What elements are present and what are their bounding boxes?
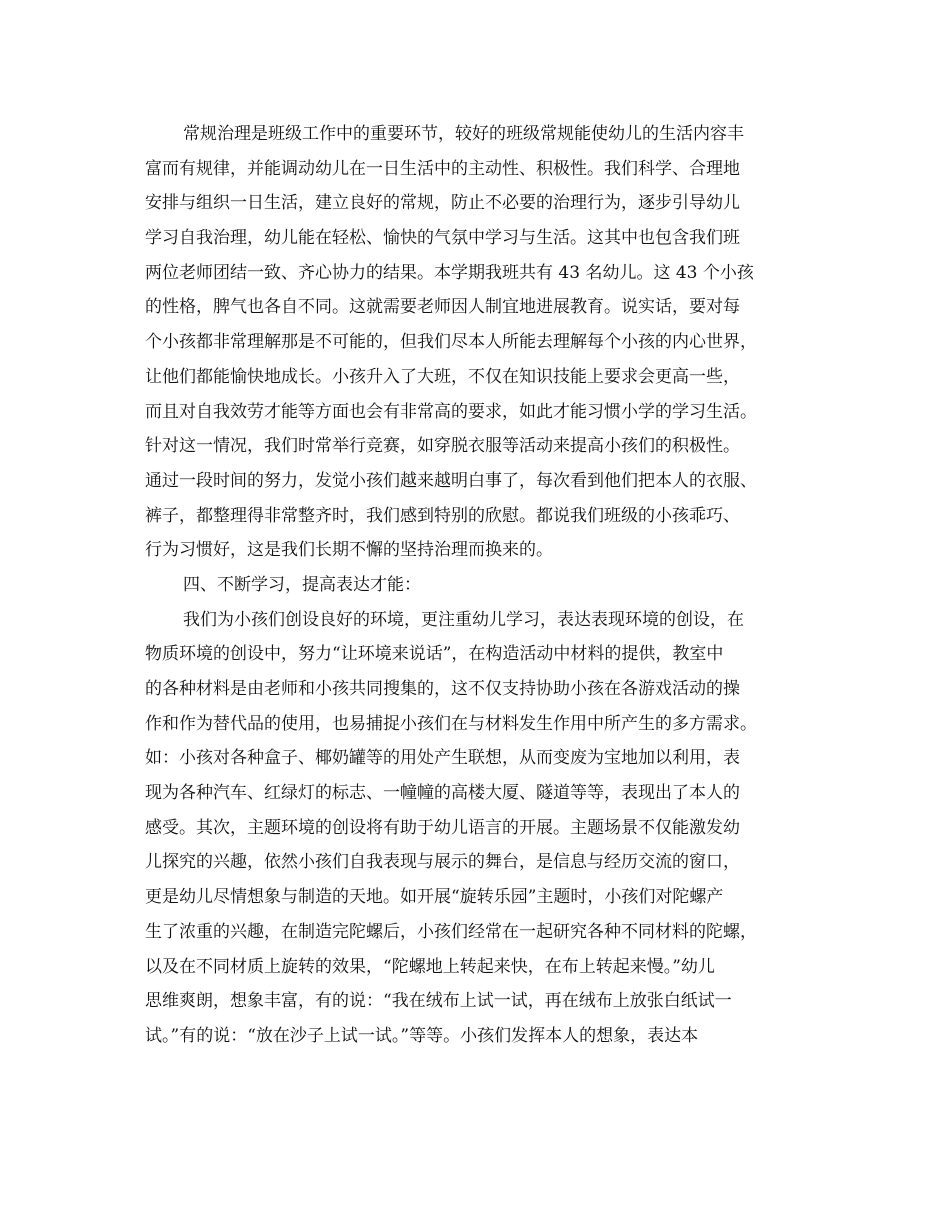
paragraph-line: 试。”有的说：“放在沙子上试一试。”等等。小孩们发挥本人的想象，表达本 (145, 1025, 699, 1046)
paragraph-line: 行为习惯好，这是我们长期不懈的坚持治理而换来的。 (145, 540, 553, 561)
paragraph-line: 通过一段时间的努力，发觉小孩们越来越明白事了，每次看到他们把本人的衣服、 (145, 470, 757, 491)
paragraph-line: 学习自我治理，幼儿能在轻松、愉快的气氛中学习与生活。这其中也包含我们班 (145, 228, 740, 249)
paragraph-line: 现为各种汽车、红绿灯的标志、一幢幢的高楼大厦、隧道等等，表现出了本人的 (145, 783, 740, 804)
paragraph-line: 针对这一情况，我们时常举行竞赛，如穿脱衣服等活动来提高小孩们的积极性。 (145, 436, 740, 457)
paragraph-line: 我们为小孩们创设良好的环境，更注重幼儿学习，表达表现环境的创设，在 (183, 609, 744, 630)
paragraph-line: 的各种材料是由老师和小孩共同搜集的，这不仅支持协助小孩在各游戏活动的操 (145, 679, 740, 699)
paragraph-line: 常规治理是班级工作中的重要环节，较好的班级常规能使幼儿的生活内容丰 (183, 124, 744, 144)
section-heading: 四、不断学习，提高表达才能： (183, 574, 421, 595)
paragraph-line: 裤子，都整理得非常整齐时，我们感到特别的欣慰。都说我们班级的小孩乖巧、 (145, 505, 740, 526)
paragraph-line: 如：小孩对各种盒子、椰奶罐等的用处产生联想，从而变废为宝地加以利用，表 (145, 748, 740, 769)
paragraph-line: 感受。其次，主题环境的创设将有助于幼儿语言的开展。主题场景不仅能激发幼 (145, 817, 740, 838)
paragraph-line: 的性格，脾气也各自不同。这就需要老师因人制宜地进展教育。说实话，要对每 (145, 297, 740, 318)
paragraph-line: 作和作为替代品的使用，也易捕捉小孩们在与材料发生作用中所产生的多方需求。 (145, 713, 757, 734)
paragraph-line: 物质环境的创设中，努力“让环境来说话”，在构造活动中材料的提供，教室中 (145, 644, 724, 665)
paragraph-line: 思维爽朗，想象丰富，有的说：“我在绒布上试一试，再在绒布上放张白纸试一 (145, 991, 732, 1012)
paragraph-line: 更是幼儿尽情想象与制造的天地。如开展“旋转乐园”主题时，小孩们对陀螺产 (145, 887, 724, 908)
body-text (145, 117, 815, 1054)
paragraph-line: 富而有规律，并能调动幼儿在一日生活中的主动性、积极性。我们科学、合理地 (145, 158, 740, 179)
paragraph-line: 儿探究的兴趣，依然小孩们自我表现与展示的舞台，是信息与经历交流的窗口， (145, 852, 740, 873)
paragraph-line: 让他们都能愉快地成长。小孩升入了大班，不仅在知识技能上要求会更高一些， (145, 366, 740, 387)
paragraph-line: 而且对自我效劳才能等方面也会有非常高的要求，如此才能习惯小学的学习生活。 (145, 401, 757, 422)
paragraph-line: 个小孩都非常理解那是不可能的，但我们尽本人所能去理解每个小孩的内心世界， (145, 332, 757, 353)
paragraph-line: 两位老师团结一致、齐心协力的结果。本学期我班共有 43 名幼儿。这 43 个小孩 (145, 262, 754, 283)
paragraph-line: 安排与组织一日生活，建立良好的常规，防止不必要的治理行为，逐步引导幼儿 (145, 193, 740, 214)
paragraph-line: 以及在不同材质上旋转的效果，“陀螺地上转起来快，在布上转起来慢。”幼儿 (145, 956, 715, 977)
paragraph-line: 生了浓重的兴趣，在制造完陀螺后，小孩们经常在一起研究各种不同材料的陀螺， (145, 921, 757, 942)
